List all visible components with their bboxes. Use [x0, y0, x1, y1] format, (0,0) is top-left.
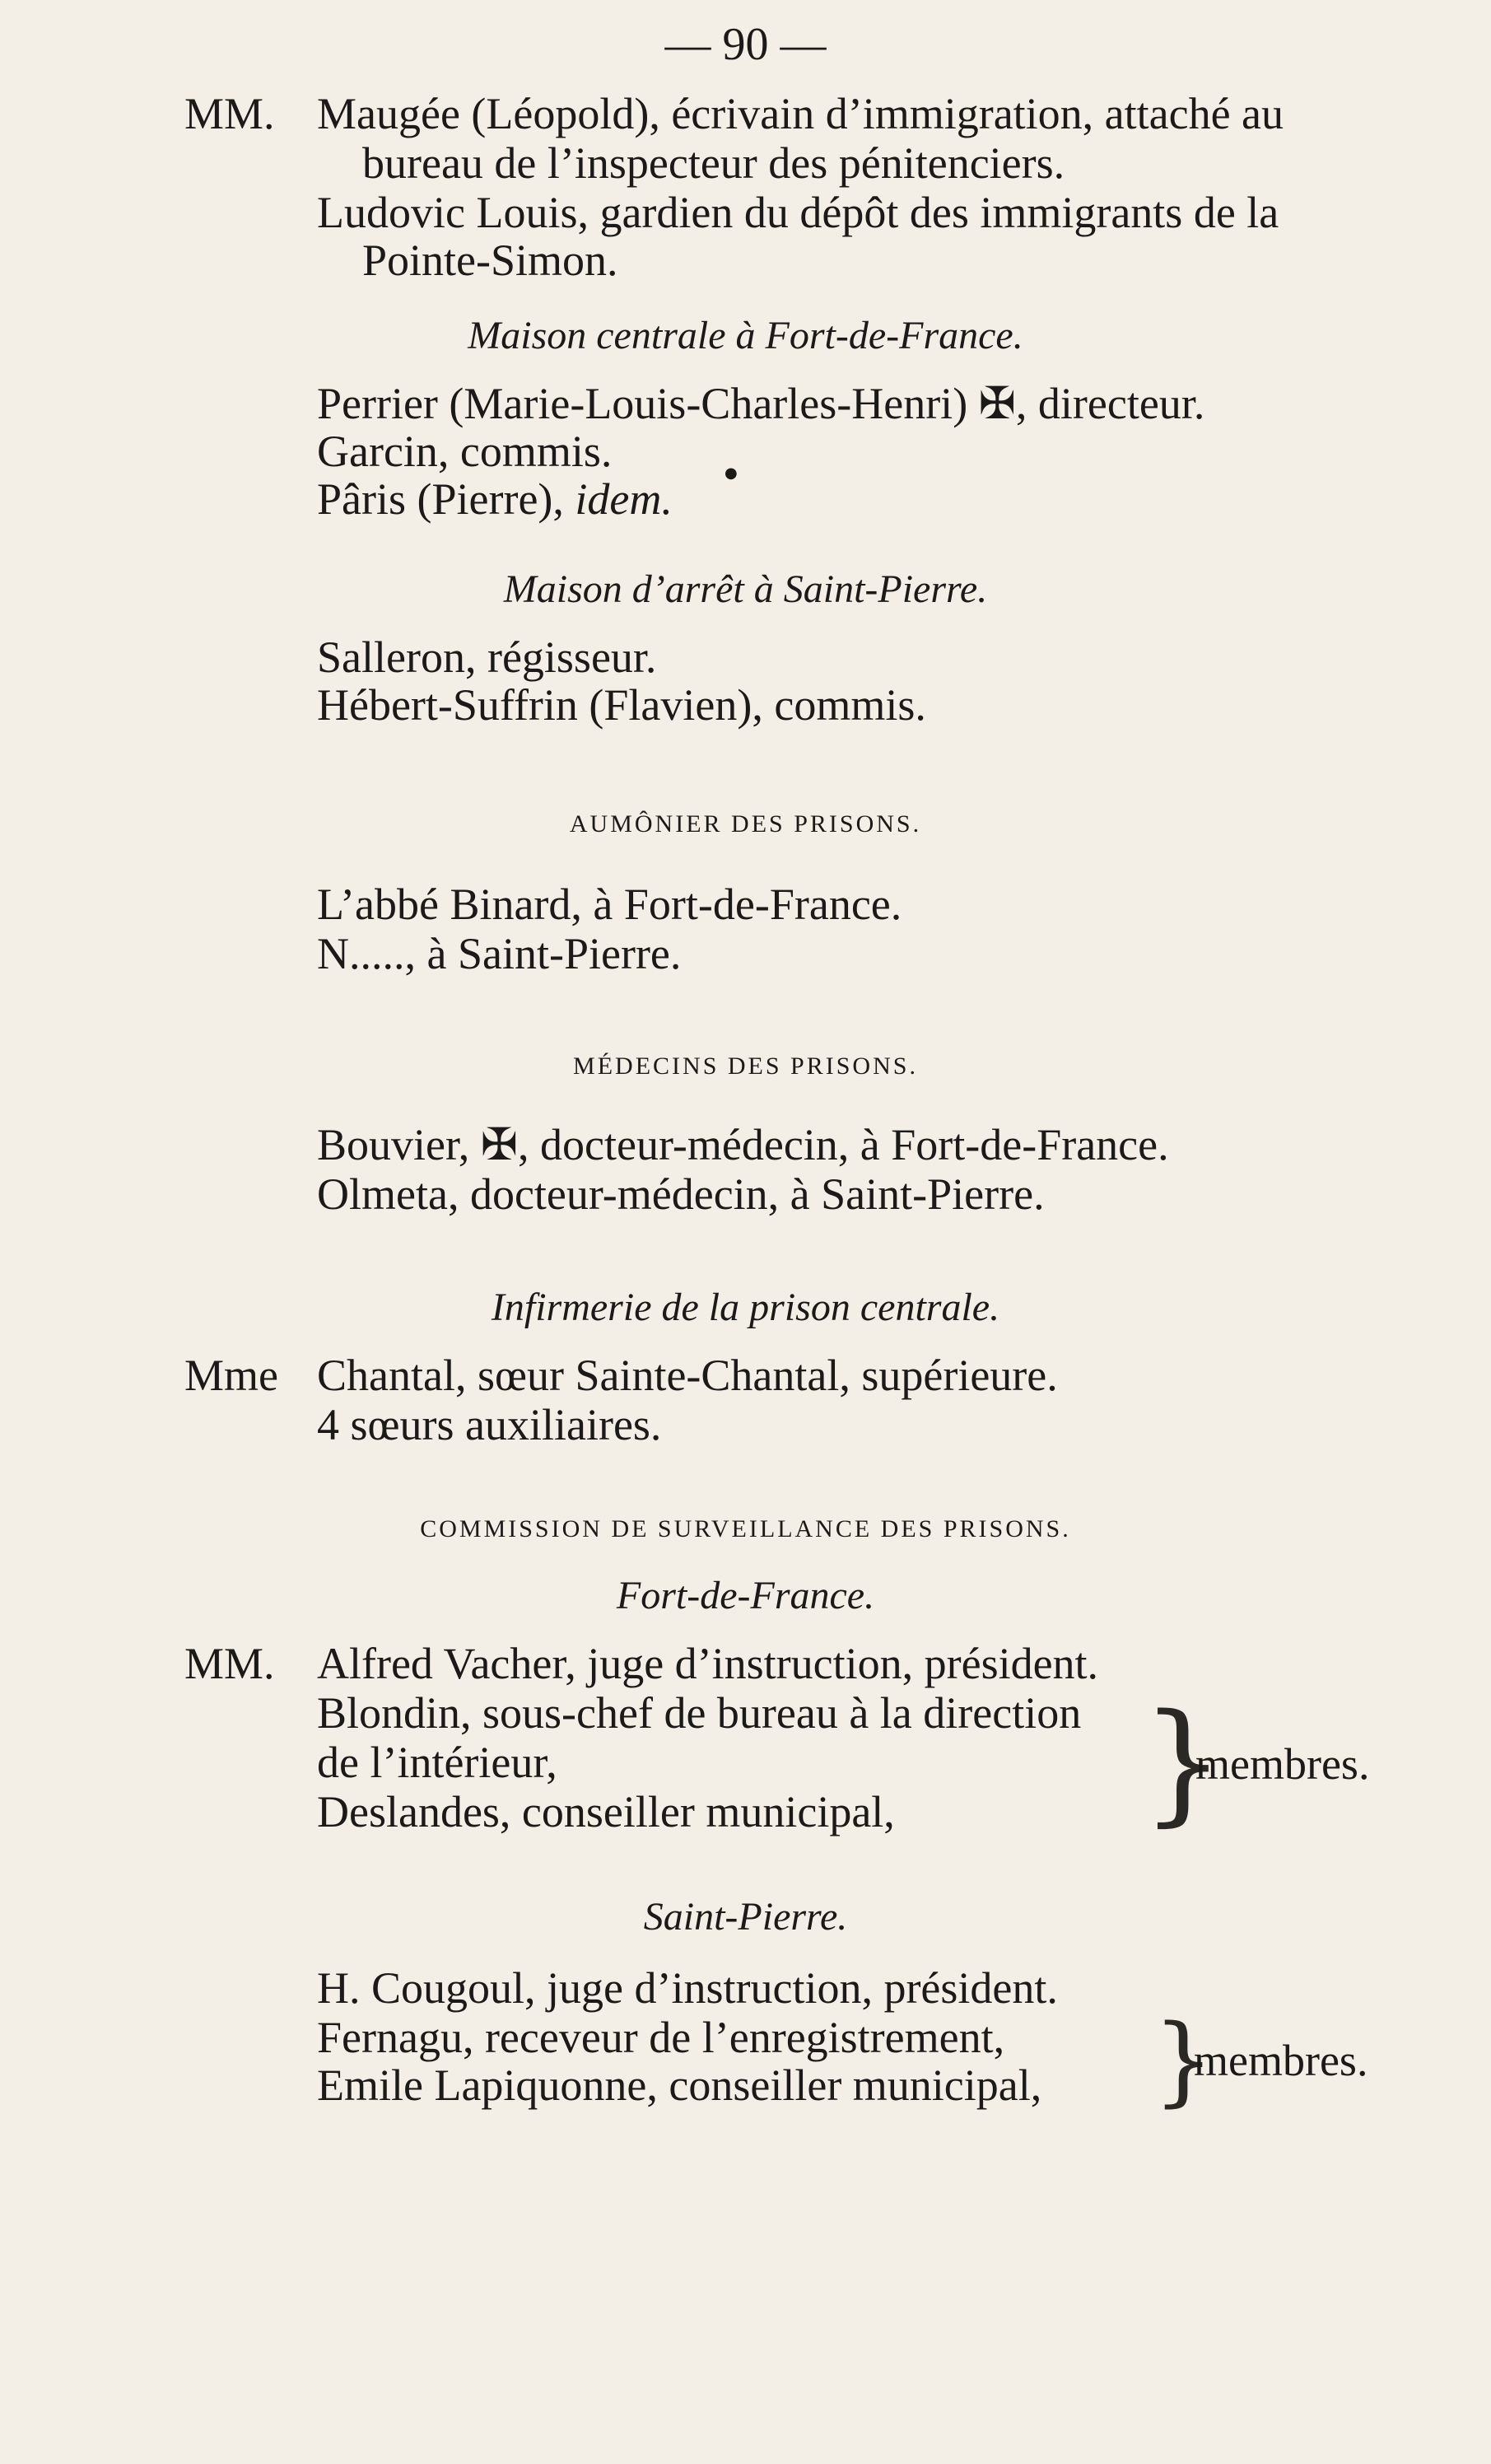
text-line: Pâris (Pierre), idem.	[317, 474, 673, 524]
text-line: H. Cougoul, juge d’instruction, président.	[317, 1963, 1058, 2013]
text-line: L’abbé Binard, à Fort-de-France.	[317, 880, 902, 929]
section-heading: Maison centrale à Fort-de-France.	[468, 314, 1023, 357]
text-line: Perrier (Marie-Louis-Charles-Henri) ✠, directeur.	[317, 379, 1205, 428]
text-line: bureau de l’inspecteur des pénitenciers.	[362, 138, 1065, 188]
text-line: Maugée (Léopold), écrivain d’immigration, attaché au	[317, 89, 1284, 138]
right-brace: }	[1153, 2003, 1215, 2116]
text-line: Deslandes, conseiller municipal,	[317, 1787, 895, 1836]
subsection-heading: Fort-de-France.	[616, 1574, 875, 1617]
text-line: Garcin, commis.	[317, 427, 613, 476]
section-heading: Maison d’arrêt à Saint-Pierre.	[503, 567, 988, 611]
text-line: Ludovic Louis, gardien du dépôt des immigrants de la	[317, 188, 1279, 237]
text-line: de l’intérieur,	[317, 1738, 557, 1787]
mm-prefix: MM.	[184, 89, 275, 138]
mme-prefix: Mme	[184, 1351, 278, 1400]
ink-speck: ●	[725, 464, 738, 482]
mm-prefix: MM.	[184, 1639, 275, 1688]
text-line: Fernagu, receveur de l’enregistrement,	[317, 2013, 1005, 2062]
section-heading: COMMISSION DE SURVEILLANCE DES PRISONS.	[420, 1515, 1071, 1542]
members-label: membres.	[1195, 1739, 1370, 1789]
text-line: Pointe-Simon.	[362, 236, 618, 285]
members-label: membres.	[1194, 2036, 1368, 2085]
text-line: Hébert-Suffrin (Flavien), commis.	[317, 680, 926, 730]
text-line: N....., à Saint-Pierre.	[317, 929, 682, 978]
section-heading: AUMÔNIER DES PRISONS.	[569, 810, 922, 838]
right-brace: }	[1141, 1685, 1225, 1839]
section-heading: Infirmerie de la prison centrale.	[491, 1286, 1000, 1329]
text-line: Salleron, régisseur.	[317, 632, 657, 682]
subsection-heading: Saint-Pierre.	[643, 1895, 848, 1939]
text-line: Blondin, sous-chef de bureau à la direction	[317, 1688, 1082, 1738]
text-line: Olmeta, docteur-médecin, à Saint-Pierre.	[317, 1169, 1045, 1219]
text-line: 4 sœurs auxiliaires.	[317, 1400, 662, 1449]
page-number: — 90 —	[664, 19, 827, 70]
text-line: Chantal, sœur Sainte-Chantal, supérieure.	[317, 1351, 1058, 1400]
text-line: Bouvier, ✠, docteur-médecin, à Fort-de-France.	[317, 1120, 1169, 1169]
section-heading: MÉDECINS DES PRISONS.	[573, 1052, 918, 1080]
text-line: Emile Lapiquonne, conseiller municipal,	[317, 2060, 1042, 2110]
text-line: Alfred Vacher, juge d’instruction, président.	[317, 1639, 1099, 1688]
